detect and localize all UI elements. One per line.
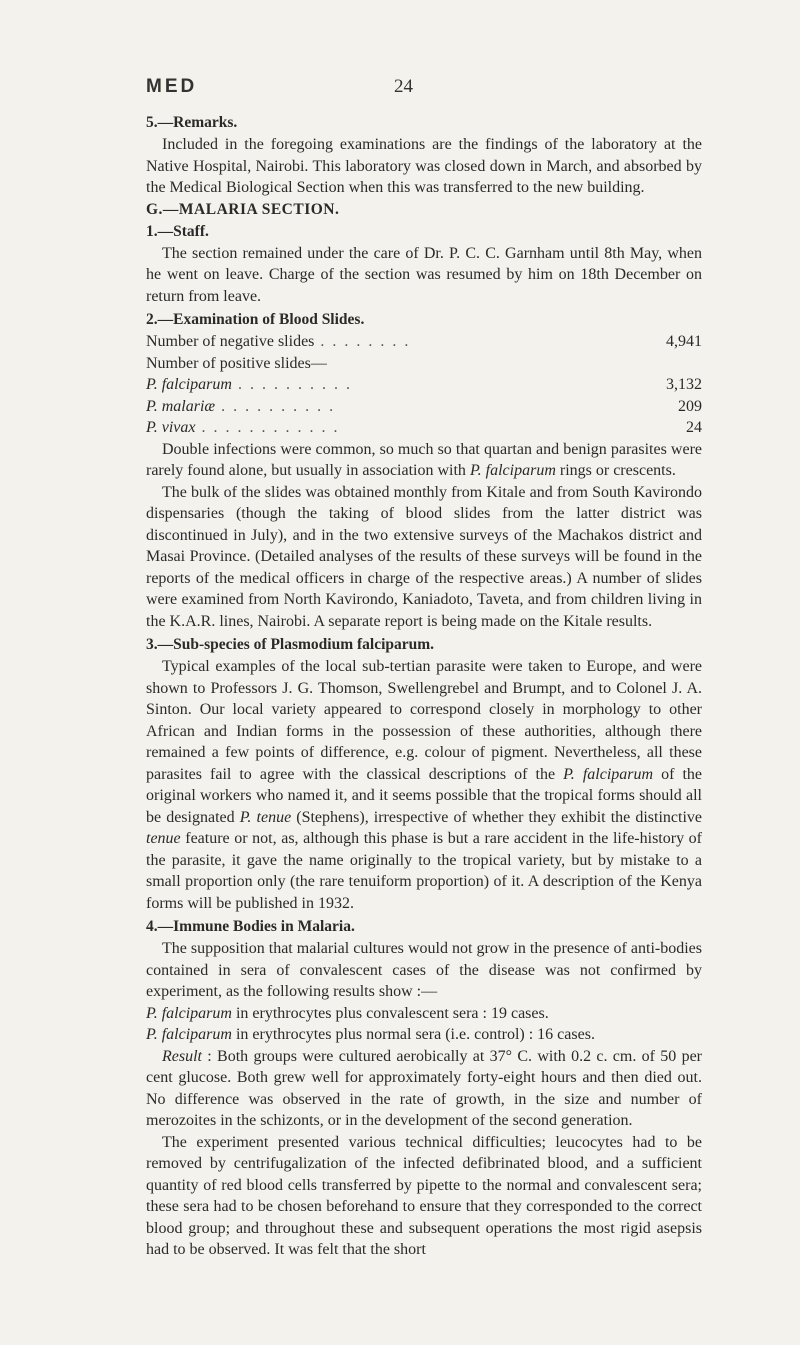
experiment-line-2: P. falciparum in erythrocytes plus normal sera (i.e. control) : 16 cases. [146,1026,595,1043]
paragraph-remarks: Included in the foregoing examinations are the findings of the laboratory at the Native Hospital, Nairobi. This laboratory was closed down in March, and absorbed by the Medical Biological Section when this was transferred to the new building. [146,136,702,196]
paragraph-double-infections: Double infections were common, so much so that quartan and benign parasites were rarely found alone, but usually in association with P. falciparum rings or crescents. [146,440,702,479]
paragraph-result: Result : Both groups were cultured aerobically at 37° C. with 0.2 c. cm. of 50 per cent glucose. Both grew well for approximately forty-eight hours and then died out. No difference was observed in the rate of growth, in the size and number of merozoites in the schizonts, or in the development of the second generation. [146,1047,702,1129]
section-heading-malaria: G.—MALARIA SECTION. [146,200,340,218]
page-number: 24 [394,76,413,97]
row-value: 24 [686,419,702,436]
experiment-line-1: P. falciparum in erythrocytes plus convalescent sera : 19 cases. [146,1004,549,1022]
header-label: MED [146,76,198,97]
paragraph-bulk-slides: The bulk of the slides was obtained monthly from Kitale and from South Kavirondo dispensaries (though the taking of blood slides from the latter district was discontinued in July), and in the two extensive surveys of the Machakos district and Masai Province. (Detailed analyses of the results of these surveys will be found in the reports of the medical officers in charge of the respective areas.) A number of slides were examined from North Kavirondo, Kaniadoto, Taveta, and from children living in the K.A.R. lines, Nairobi. A separate report is being made on the Kitale results. [146,483,702,630]
section-heading-remarks: 5.—Remarks. [146,114,238,131]
page-content [146,112,702,1261]
slides-table [146,331,702,439]
page-header [146,76,654,106]
paragraph-experiment-difficulties: The experiment presented various technical difficulties; leucocytes had to be removed by centrifugalization of the infected defibrinated blood, and a sufficient quantity of red blood cells transferred by pipette to the normal and convalescent sera; these sera had to be chosen beforehand to ensure that they corresponded to the correct blood group; and throughout these and subsequent operations the most rigid asepsis had to be observed. It was felt that the short [146,1133,702,1258]
row-value: 3,132 [666,376,702,393]
row-label: Number of positive slides— [146,354,327,372]
row-label: P. vivax [146,419,196,436]
paragraph-supposition: The supposition that malarial cultures would not grow in the presence of anti-bodies contained in sera of convalescent cases of the disease was not confirmed by experiment, as the following results show :— [146,940,702,1000]
row-label: P. malariæ [146,397,216,415]
subheading-sub-species: 3.—Sub-species of Plasmodium falciparum. [146,636,435,653]
paragraph-staff: The section remained under the care of Dr. P. C. C. Garnham until 8th May, when he went on leave. Charge of the section was resumed by him on 18th December on return from leave. [146,244,702,305]
row-label: P. falciparum [146,376,232,393]
subheading-staff: 1.—Staff. [146,222,209,240]
table-row: P. malariæ .......... 209 [146,396,702,418]
row-value: 209 [678,397,702,415]
paragraph-sub-species: Typical examples of the local sub-tertian parasite were taken to Europe, and were shown to Professors J. G. Thomson, Swellengrebel and Brumpt, and to Colonel J. A. Sinton. Our local variety appeared to correspond closely in morphology to other African and Indian forms in the possession of these authorities, although there remained a few points of difference, e.g. colour of pigment. Nevertheless, all these parasites fail to agree with the classical descriptions of the P. falciparum of the original workers who named it, and it seems possible that the tropical forms should all be designated P. tenue (Stephens), irrespective of whether they exhibit the distinctive tenue feature or not, as, although this phase is but a rare accident in the life-history of the parasite, it gave the name originally to the tropical variety, but by mistake to a small proportion only (the rare tenuiform proportion) of it. A description of the Kenya forms will be published in 1932. [146,658,703,912]
row-value [642,353,702,375]
table-row: P. vivax ............ 24 [146,417,702,439]
subheading-immune-bodies: 4.—Immune Bodies in Malaria. [146,918,355,935]
table-row [146,353,702,375]
table-row: Number of negative slides ........ 4,941 [146,331,702,353]
row-value: 4,941 [666,333,702,350]
row-label: Number of negative slides [146,333,315,350]
table-row: P. falciparum .......... 3,132 [146,374,702,396]
subheading-blood-slides: 2.—Examination of Blood Slides. [146,311,365,328]
